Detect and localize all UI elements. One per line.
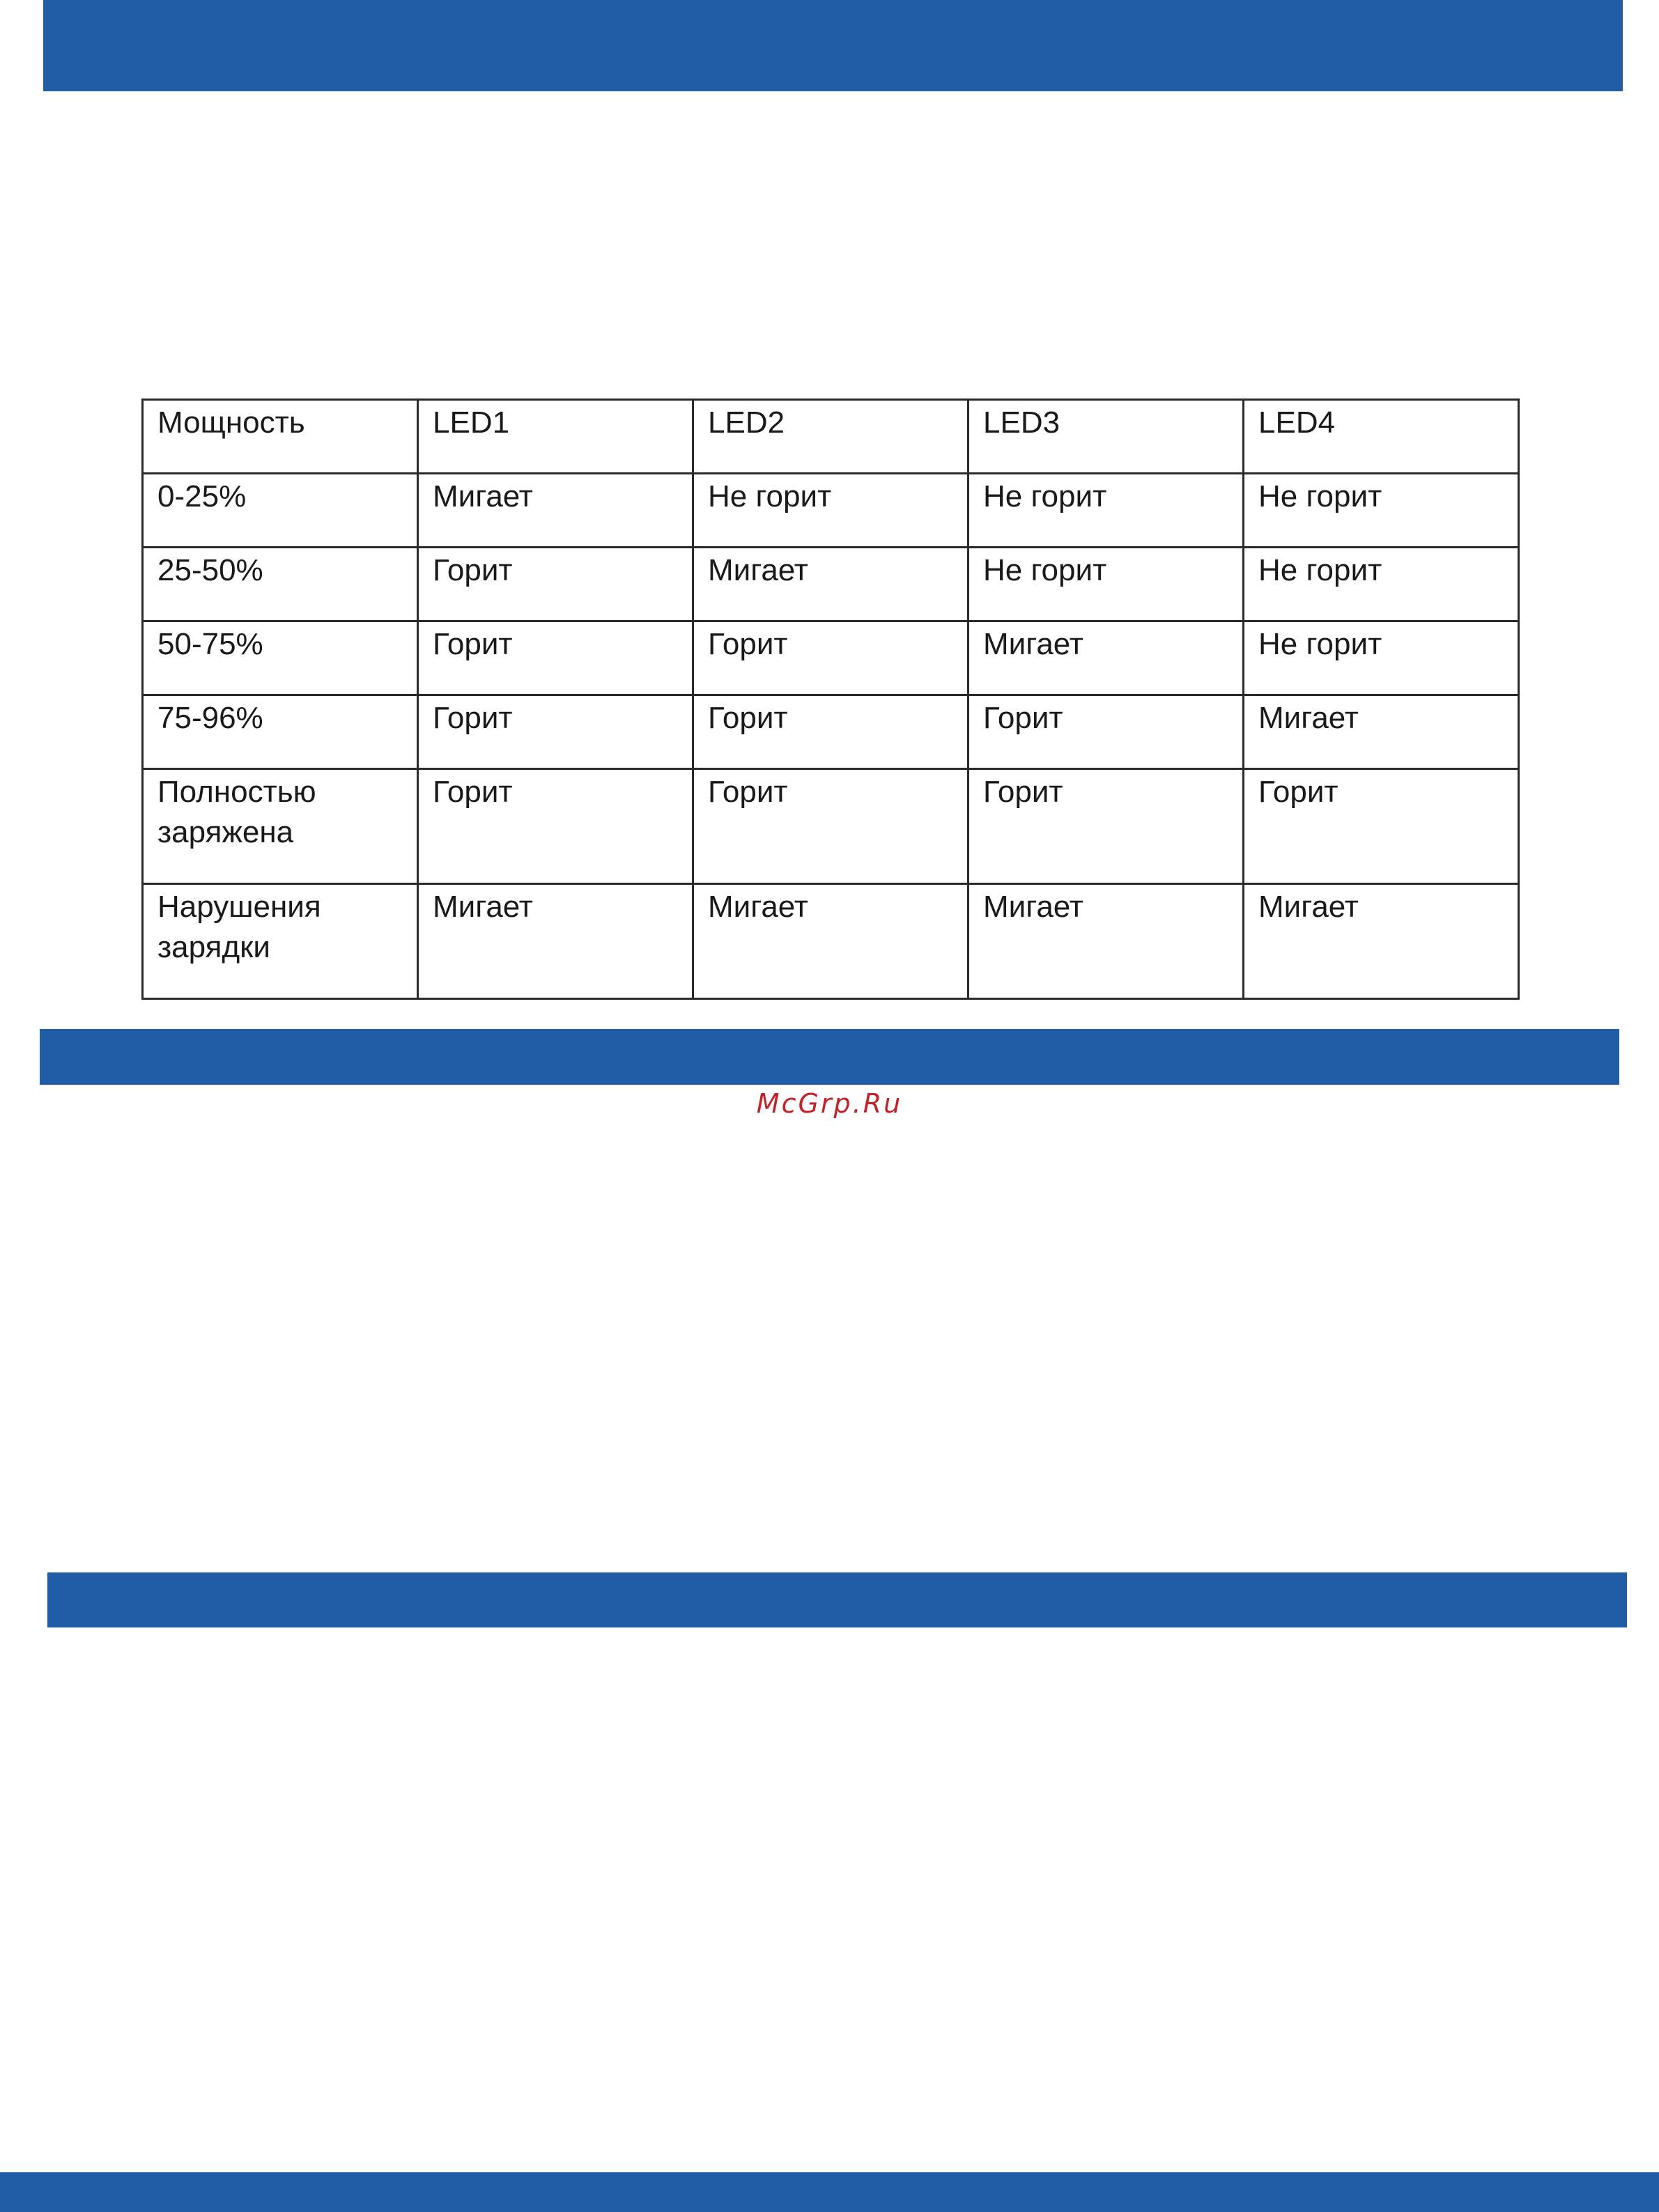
table-cell-power: Нарушения зарядки	[143, 884, 418, 999]
table-cell-led2: Мигает	[693, 884, 969, 999]
table-cell-led3: Мигает	[969, 884, 1244, 999]
table-cell-led4: Мигает	[1244, 884, 1519, 999]
table-cell-led1: Горит	[418, 548, 693, 621]
table-cell-power: 25-50%	[143, 548, 418, 621]
table-cell-power: 50-75%	[143, 621, 418, 695]
table-row	[143, 621, 1519, 695]
table-cell-led1: Мигает	[418, 474, 693, 548]
table-cell-led3: Не горит	[969, 474, 1244, 548]
bottom-footer-band	[0, 2172, 1659, 2212]
table-cell-led3: Горит	[969, 695, 1244, 769]
top-header-band	[43, 0, 1623, 91]
table-cell-led1: Горит	[418, 769, 693, 884]
header-cell-led3: LED3	[969, 400, 1244, 474]
table-row	[143, 474, 1519, 548]
header-cell-led1: LED1	[418, 400, 693, 474]
table-cell-led4: Мигает	[1244, 695, 1519, 769]
header-cell-led4: LED4	[1244, 400, 1519, 474]
table-cell-led4: Не горит	[1244, 548, 1519, 621]
table-cell-led2: Горит	[693, 621, 969, 695]
table-cell-led3: Не горит	[969, 548, 1244, 621]
table-cell-led1: Горит	[418, 621, 693, 695]
table-cell-power: 0-25%	[143, 474, 418, 548]
header-cell-led2: LED2	[693, 400, 969, 474]
table-row	[143, 548, 1519, 621]
table-cell-power: 75-96%	[143, 695, 418, 769]
table-cell-led2: Горит	[693, 695, 969, 769]
led-status-table	[141, 399, 1520, 1000]
header-cell-power: Мощность	[143, 400, 418, 474]
table-row	[143, 884, 1519, 999]
table-row	[143, 695, 1519, 769]
table-cell-led4: Не горит	[1244, 474, 1519, 548]
table-cell-led4: Горит	[1244, 769, 1519, 884]
table-cell-led2: Горит	[693, 769, 969, 884]
table-cell-led2: Мигает	[693, 548, 969, 621]
table-cell-led3: Мигает	[969, 621, 1244, 695]
table-cell-power: Полностью заряжена	[143, 769, 418, 884]
table-header-row	[143, 400, 1519, 474]
table-cell-led3: Горит	[969, 769, 1244, 884]
table-cell-led1: Горит	[418, 695, 693, 769]
watermark-text: McGrp.Ru	[756, 1088, 903, 1119]
section-divider-band	[47, 1572, 1627, 1627]
table-cell-led2: Не горит	[693, 474, 969, 548]
section-divider-band	[40, 1029, 1619, 1085]
table-row	[143, 769, 1519, 884]
table-cell-led4: Не горит	[1244, 621, 1519, 695]
table-cell-led1: Мигает	[418, 884, 693, 999]
